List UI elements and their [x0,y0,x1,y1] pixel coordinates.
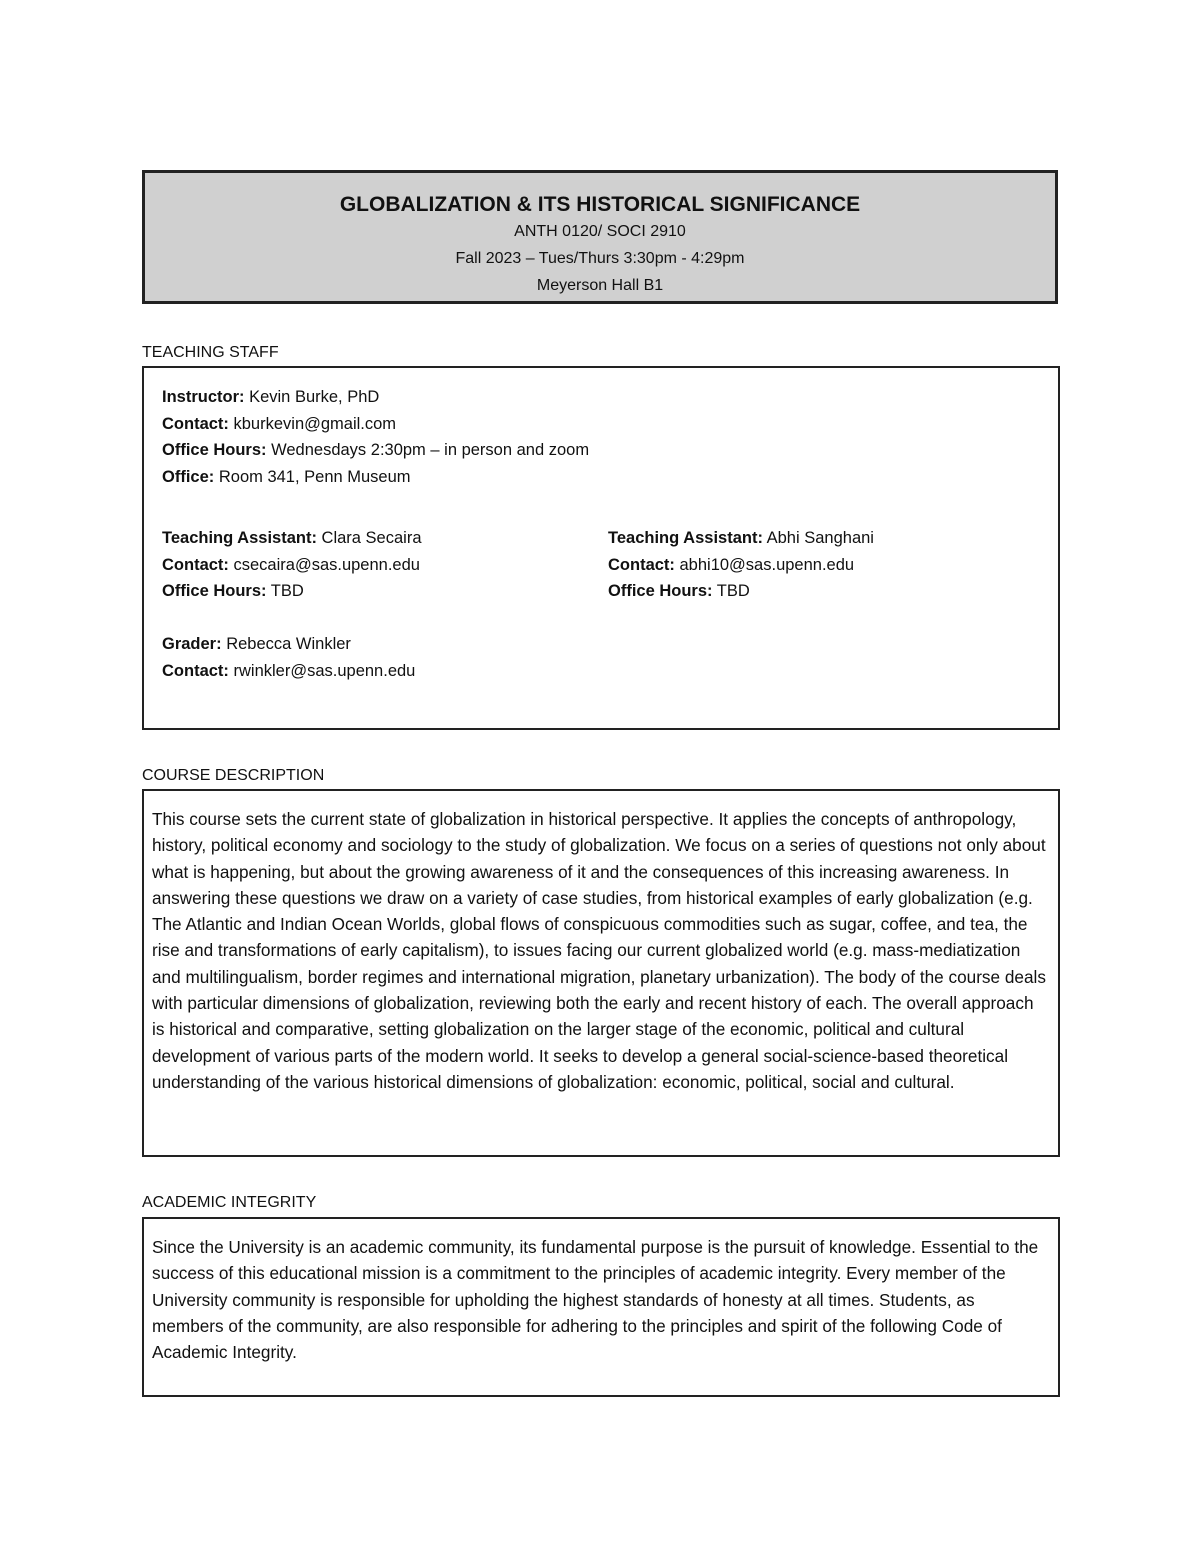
contact-label: Contact: [162,661,229,680]
academic-integrity-box [142,1217,1060,1397]
ta2-email: abhi10@sas.upenn.edu [674,555,855,574]
instructor-email: kburkevin@gmail.com [228,414,397,433]
office-hours-label: Office Hours: [608,582,713,600]
course-title: GLOBALIZATION & ITS HISTORICAL SIGNIFICANCE [339,193,861,216]
instructor-contact-line [162,411,589,438]
grader-name: Rebecca Winkler [221,635,351,653]
instructor-hours: Wednesdays 2:30pm – in person and zoom [266,441,590,459]
ta1-contact-line [162,552,422,579]
office-label: Office: [162,467,215,486]
ta2-line [608,525,874,552]
ta-label: Teaching Assistant: [162,529,317,547]
academic-integrity-text: Since the University is an academic community, its fundamental purpose is the pursuit of knowledge. Essential to the success of this educational mission is a commitment to the principles of academic integrity. Every member of the University community is responsible for upholding the highest standards of honesty at all times. Students, as members of the community, are also responsible for adhering to the principles and spirit of the following Code of Academic Integrity. [152,1237,1039,1363]
ta2-hours-line [608,578,874,605]
ta1-hours: TBD [266,582,304,600]
teaching-staff-label: TEACHING STAFF [142,344,279,361]
academic-integrity-label: ACADEMIC INTEGRITY [142,1194,317,1211]
course-description-box [142,789,1060,1157]
instructor-hours-line [162,437,589,464]
instructor-name: Kevin Burke, PhD [244,388,380,406]
office-hours-label: Office Hours: [162,441,267,459]
course-description-label: COURSE DESCRIPTION [142,767,325,784]
instructor-office: Room 341, Penn Museum [214,467,411,486]
instructor-block [162,384,589,490]
instructor-line [162,384,589,411]
ta1-email: csecaira@sas.upenn.edu [228,555,420,574]
grader-contact-line [162,658,415,685]
ta2-name: Abhi Sanghani [762,529,874,547]
instructor-label: Instructor: [162,388,245,406]
ta2-hours: TBD [712,582,750,600]
ta2-contact-line [608,552,874,579]
grader-block [162,631,415,684]
grader-email: rwinkler@sas.upenn.edu [228,661,416,680]
grader-line [162,631,415,658]
contact-label: Contact: [162,414,229,433]
instructor-office-line [162,464,589,491]
grader-label: Grader: [162,635,222,653]
contact-label: Contact: [608,555,675,574]
course-description-text: This course sets the current state of globalization in historical perspective. It applies the concepts of anthropology, history, political economy and sociology to the study of globalization. We focus on a series of questions not only about what is happening, but about the growing awareness of it and the consequences of this increasing awareness. In answering these questions we draw on a variety of case studies, from historical examples of early globalization (e.g. The Atlantic and Indian Ocean Worlds, global flows of conspicuous commodities such as sugar, coffee, and tea, the rise and transformations of early capitalism), to issues facing our current globalized world (e.g. mass-mediatization and multilingualism, border regimes and international migration, planetary urbanization). The body of the course deals with particular dimensions of globalization, reviewing both the early and recent history of each. The overall approach is historical and comparative, setting globalization on the larger stage of the economic, political and cultural development of various parts of the modern world. It seeks to develop a general social-science-based theoretical understanding of the various historical dimensions of globalization: economic, political, social and cultural. [152,809,1046,1092]
course-header [142,170,1058,304]
ta1-line [162,525,422,552]
ta1-name: Clara Secaira [316,529,422,547]
ta2-block [608,525,874,605]
ta1-block [162,525,422,605]
course-location: Meyerson Hall B1 [536,277,664,294]
office-hours-label: Office Hours: [162,582,267,600]
course-code: ANTH 0120/ SOCI 2910 [514,223,686,240]
teaching-staff-box [142,366,1060,730]
ta1-hours-line [162,578,422,605]
contact-label: Contact: [162,555,229,574]
course-schedule: Fall 2023 – Tues/Thurs 3:30pm - 4:29pm [455,250,745,267]
ta-label: Teaching Assistant: [608,529,763,547]
